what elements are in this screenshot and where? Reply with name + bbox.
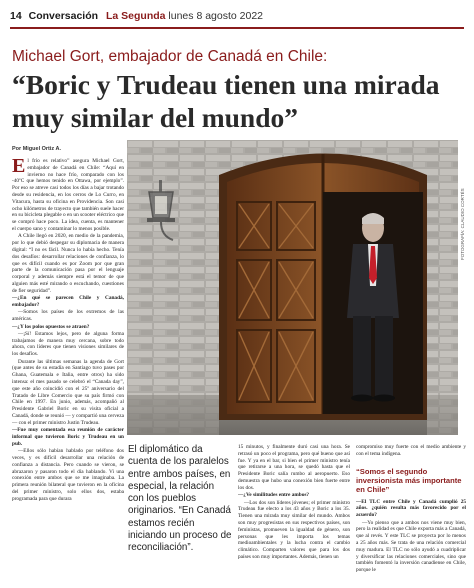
publication-date: lunes 8 agosto 2022: [168, 10, 263, 22]
article-kicker: Michael Gort, embajador de Canadá en Chile:: [12, 48, 328, 65]
article-column-1: [12, 158, 124, 584]
page-header: [10, 8, 464, 24]
interview-question: —Fue muy comentada esa reunión de carácter informal que tuvieron Boric y Trudeau en un pub.: [12, 427, 124, 447]
body-paragraph: compromiso muy fuerte con el medio ambiente y con el tema indígena.: [356, 444, 466, 457]
highlight-quote: “Somos el segundo inversionista más importante en Chile”: [356, 466, 462, 494]
article-photo: [127, 140, 458, 435]
pull-quote: El diplomático da cuenta de los paralelos entre ambos países, en especial, la relación con los pueblos originarios. “En Canadá estamos recién iniciando un proceso de reconciliación”.: [128, 444, 232, 554]
interview-answer: —Ellos sólo habían hablado por teléfono dos veces, y es difícil desarrollar una relación de confianza a distancia. Pero cuando se vieron, se abrazaron y pasaron todo el día hablando. Vi una conexión entre ambos que se me imaginaba. La primera reunión bilateral que tuvieron en la oficina del primer ministro, solo ellos dos, estaba programada para que durara: [12, 448, 124, 502]
body-paragraph: 15 minutos, y finalmente duró casi una hora. Se retrasó un poco el programa, pero qué bueno que así fue. Y ya en el bar, si bien el primer ministro tenía que retirarse a una hora, se quedó hasta que el Presidente Boric salía rumbo al aeropuerto. Eso demuestra que hubo una conexión bien fuerte entre los dos.: [238, 444, 350, 491]
interview-question: —El TLC entre Chile y Canadá cumplió 25 años. ¿quién resulta más favorecido por el acuerdo?: [356, 498, 466, 519]
interview-answer: —Yo pienso que a ambos nos viene muy bien, pero la realidad es que Chile exporta más a Canadá, que al revés. Y este TLC se proyecta por lo menos a 25 años más. Se trata de una relación comercial muy madura. El TLC no sólo ayudó a cuadriplicar y diversificar las relaciones comerciales, sino que también fomentó la inversión canadiense en Chile, porque le: [356, 519, 466, 574]
body-paragraph: Durante las últimas semanas la agenda de Gort (que antes de su estadía en Santiago tuvo pases por Ghana, Guatemala e Italia, entre otros) ha sido intensa: el mes pasado se celebró el “Canada day”, que este año coincidió con el 25º aniversario del Tratado de Libre Comercio que su país firmó con Chile en 1997. En junio, además, acompañó al Presidente Gabriel Boric en su visita oficial a Canadá, donde se reunió — y compartió una cerveza— con el primer ministro Justin Trudeau.: [12, 358, 124, 426]
photo-credit: FOTOGRAFÍA: CLAUDIO CORTÉS: [460, 188, 465, 260]
publication-name: La Segunda: [105, 10, 166, 22]
section-name: Conversación: [28, 10, 99, 22]
body-paragraph: A Chile llegó en 2020, en medio de la pandemia, por lo que debió despegar su diplomacia de manera digital: “I no es fácil. Nunca lo había hecho. Tenía dos desafíos: desarrollar relaciones de confianza, lo que es difícil cuando es por Zoom por que gran parte de la comunicación pasa por el lenguaje corporal y además siempre está el temor de que alguien más esté mirando o escuchando, cuestiones de fier seguridad”.: [12, 233, 124, 294]
interview-answer: —¡Sí! Estamos lejos, pero de alguna forma trabajamos de manera muy cercana, sobre todo ahora, con líderes que tienen visiones similares de los desafíos.: [12, 330, 124, 358]
ambassador-figure: [323, 192, 423, 414]
interview-question: —¿En qué se parecen Chile y Canadá, embajador?: [12, 295, 124, 308]
lead-paragraph: [12, 158, 124, 233]
header-rule: [10, 27, 464, 29]
interview-answer: —Somos los países de los extremos de las américas.: [12, 309, 124, 323]
article-column-4: [356, 444, 466, 584]
page-number: 14: [10, 10, 22, 22]
interview-question: —¿Y los polos opuestos se atraen?: [12, 323, 90, 330]
article-byline: Por Miguel Ortiz A.: [12, 146, 61, 152]
interview-answer: —Los dos son líderes jóvenes; el primer ministro Trudeau fue electo a los 43 años y Boric a los 35. Tienen una mirada muy similar del mundo. Ambos son muy progresistas en sus respectivos países, son feministas, promueven la igualdad de género, son personas que les importa los temas medioambientales y la lucha contra el cambio climático. Comparten valores que para los dos países son muy importantes. Además, tienen un: [238, 499, 350, 560]
interview-question: —¿Ve similitudes entre ambos?: [238, 492, 310, 499]
lead-text: l frío es relativo” asegura Michael Gort, embajador de Canadá en Chile: “Aquí en invierno no hace frío, comparado con los -40ºC que hemos tenido en Ottawa, por ejemplo”. Por eso se atreve casi todos los días a bajar trotando desde su residencia, en los cerros de Lo Curro, en Vitacura, hasta su oficina en Providencia. Son casi ocho kilómetros de trayecto que también suele hacer en su bicicleta plegable o en un scooter eléctrico que se compró hace poco. La idea, cuenta, es mantener el cuerpo sano y contaminar lo menos posible.: [12, 158, 124, 232]
article-headline: “Boric y Trudeau tienen una mirada muy similar del mundo”: [12, 69, 440, 133]
photo-illustration: [127, 140, 458, 435]
article-column-3: [238, 444, 350, 584]
dropcap: E: [12, 158, 26, 177]
